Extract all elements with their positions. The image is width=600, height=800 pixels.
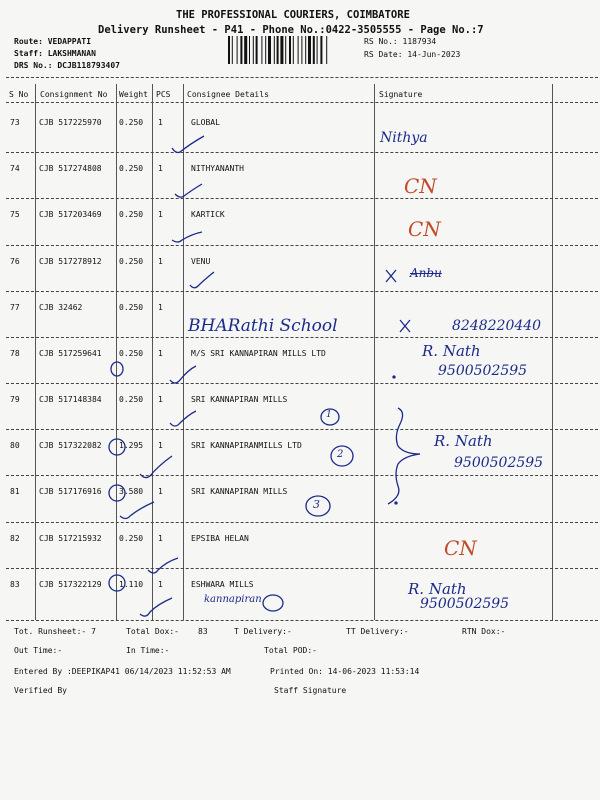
cell-weight: 0.250 [119, 257, 144, 266]
signature-80-name: R. Nath [434, 432, 493, 450]
out-time: Out Time:- [14, 646, 63, 655]
signature-80-phone: 9500502595 [454, 455, 544, 471]
cell-weight: 0.250 [119, 210, 144, 219]
rtn-dox-label: RTN Dox:- [462, 627, 506, 636]
cell-consignee: GLOBAL [191, 118, 220, 127]
cell-consignment: CJB 32462 [39, 303, 83, 312]
signature-77-phone: 8248220440 [452, 318, 542, 334]
cell-sno: 77 [10, 303, 20, 312]
col-consignment: Consignment No [40, 90, 108, 99]
cell-consignee: EPSIBA HELAN [191, 534, 249, 543]
cell-pcs: 1 [158, 257, 163, 266]
cell-pcs: 1 [158, 210, 163, 219]
cell-weight: 0.250 [119, 534, 144, 543]
cell-sno: 74 [10, 164, 20, 173]
company-name: THE PROFESSIONAL COURIERS, COIMBATORE [176, 9, 410, 21]
signature-73: Nithya [380, 130, 428, 146]
signature-78-phone: 9500502595 [438, 363, 528, 379]
cell-sno: 76 [10, 257, 20, 266]
circle-number-2: 2 [337, 449, 344, 460]
cell-weight: 0.250 [119, 303, 144, 312]
total-dox-label: Total Dox:- [126, 627, 179, 636]
signature-82: CN [444, 536, 477, 560]
cell-pcs: 1 [158, 349, 163, 358]
cell-weight: 0.250 [119, 395, 144, 404]
cell-pcs: 1 [158, 395, 163, 404]
cell-sno: 83 [10, 580, 20, 589]
cell-consignment: CJB 517278912 [39, 257, 102, 266]
route-label: Route: VEDAPPATI [14, 37, 92, 46]
signature-83-name: R. Nath [408, 580, 467, 598]
cell-consignment: CJB 517225970 [39, 118, 102, 127]
col-pcs: PCS [156, 90, 171, 99]
footer-rule [6, 620, 598, 621]
signature-74: CN [404, 174, 437, 198]
cell-consignment: CJB 517259641 [39, 349, 102, 358]
cell-pcs: 1 [158, 164, 163, 173]
cell-consignee: SRI KANNAPIRAN MILLS [191, 487, 288, 496]
delivery-label: T Delivery:- [234, 627, 292, 636]
cell-pcs: 1 [158, 534, 163, 543]
cell-consignee: SRI KANNAPIRANMILLS LTD [191, 441, 302, 450]
in-time: In Time:- [126, 646, 170, 655]
cell-consignment: CJB 517203469 [39, 210, 102, 219]
signature-78-name: R. Nath [422, 342, 481, 360]
printed-on: Printed On: 14-06-2023 11:53:14 [270, 667, 420, 676]
cell-consignee: ESHWARA MILLS [191, 580, 254, 589]
cell-consignment: CJB 517322129 [39, 580, 102, 589]
staff-signature: Staff Signature [274, 686, 347, 695]
cell-sno: 78 [10, 349, 20, 358]
cell-consignee: VENU [191, 257, 211, 266]
note-83: kannapiran [204, 594, 262, 605]
entered-by: Entered By :DEEPIKAP41 06/14/2023 11:52:53 AM [14, 667, 231, 676]
cell-pcs: 1 [158, 118, 163, 127]
signature-75: CN [408, 217, 441, 241]
staff-label: Staff: LAKSHMANAN [14, 49, 96, 58]
cell-consignee: NITHYANANTH [191, 164, 244, 173]
total-dox-value: 83 [198, 627, 208, 636]
col-signature: Signature [379, 90, 423, 99]
signature-76: Anbu [410, 266, 442, 280]
verified-by: Verified By [14, 686, 67, 695]
cell-weight: 1.295 [119, 441, 144, 450]
col-weight: Weight [119, 90, 148, 99]
signature-77-name: BHARathi School [188, 316, 338, 336]
cell-sno: 80 [10, 441, 20, 450]
cell-pcs: 1 [158, 580, 163, 589]
circle-number-1: 1 [326, 410, 332, 420]
cell-pcs: 1 [158, 441, 163, 450]
cell-pcs: 1 [158, 303, 163, 312]
runsheet-subtitle: Delivery Runsheet - P41 - Phone No.:0422-3505555 - Page No.:7 [98, 24, 484, 36]
tt-delivery-label: TT Delivery:- [346, 627, 409, 636]
cell-pcs: 1 [158, 487, 163, 496]
cell-consignee: KARTICK [191, 210, 225, 219]
cell-weight: 1.110 [119, 580, 144, 589]
cell-weight: 3.580 [119, 487, 144, 496]
cell-consignment: CJB 517176916 [39, 487, 102, 496]
cell-weight: 0.250 [119, 164, 144, 173]
drs-number: DRS No.: DCJB118793407 [14, 61, 120, 70]
rs-date: RS Date: 14-Jun-2023 [364, 50, 461, 59]
cell-consignment: CJB 517215932 [39, 534, 102, 543]
cell-sno: 81 [10, 487, 20, 496]
cell-weight: 0.250 [119, 118, 144, 127]
col-consignee: Consignee Details [187, 90, 269, 99]
cell-consignment: CJB 517148384 [39, 395, 102, 404]
cell-consignment: CJB 517322082 [39, 441, 102, 450]
signature-83-phone: 9500502595 [420, 596, 510, 612]
cell-consignee: SRI KANNAPIRAN MILLS [191, 395, 288, 404]
cell-sno: 79 [10, 395, 20, 404]
rs-number: RS No.: 1187934 [364, 37, 437, 46]
tot-runsheet: Tot. Runsheet:- 7 [14, 627, 96, 636]
cell-consignee: M/S SRI KANNAPIRAN MILLS LTD [191, 349, 326, 358]
cell-consignment: CJB 517274808 [39, 164, 102, 173]
col-sno: S No [9, 90, 29, 99]
cell-sno: 75 [10, 210, 20, 219]
cell-sno: 82 [10, 534, 20, 543]
cell-sno: 73 [10, 118, 20, 127]
total-pod: Total POD:- [264, 646, 317, 655]
circle-number-3: 3 [313, 498, 320, 511]
cell-weight: 0.250 [119, 349, 144, 358]
